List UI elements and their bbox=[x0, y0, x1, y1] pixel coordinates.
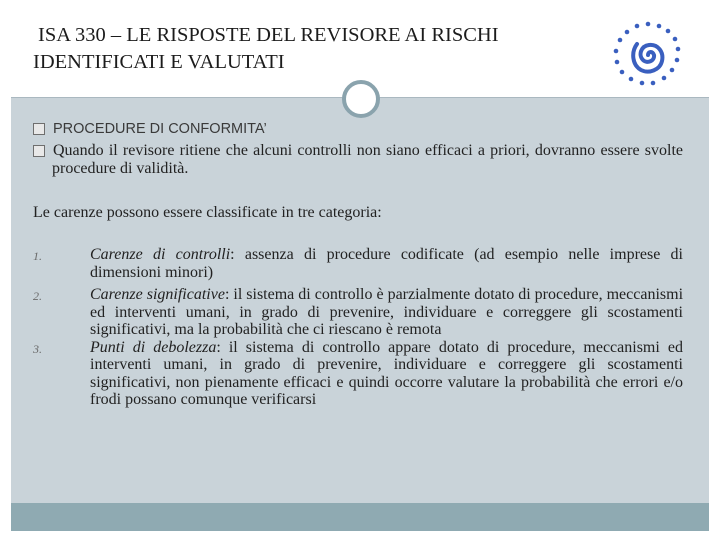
list-item bbox=[33, 339, 683, 409]
spiral-icon bbox=[608, 20, 688, 90]
bullet-procedure-title bbox=[33, 121, 683, 137]
categories-list bbox=[33, 246, 683, 409]
list-text: : assenza di procedure codificate (ad esempio nelle imprese di dimensioni minori) bbox=[90, 246, 683, 281]
intro-text: Le carenze possono essere classificate in tre categoria: bbox=[33, 204, 382, 221]
title-line-2: IDENTIFICATI E VALUTATI bbox=[33, 51, 285, 73]
list-item bbox=[33, 286, 683, 339]
list-term: Carenze significative bbox=[90, 286, 225, 303]
list-item bbox=[33, 246, 683, 281]
list-text: : il sistema di controllo è parzialmente dotato di procedure, meccanismi ed interventi umani, in grado di prevenire, individuare e correggere gli scostamenti significativi, ma la probabilità che ci riescano è remota bbox=[90, 286, 684, 338]
list-number: 2. bbox=[33, 289, 42, 303]
bullet-2-text: Quando il revisore ritiene che alcuni controlli non siano efficaci a priori, dovranno essere svolte procedure di validità. bbox=[52, 142, 683, 177]
list-term: Punti di debolezza bbox=[90, 338, 217, 356]
footer-bar bbox=[11, 503, 709, 531]
bullet-1-text: PROCEDURE DI CONFORMITA’ bbox=[53, 121, 267, 137]
list-number: 3. bbox=[33, 341, 42, 356]
decorative-circle bbox=[342, 80, 380, 118]
list-number: 1. bbox=[33, 249, 42, 263]
list-term: Carenze di controlli bbox=[90, 246, 231, 263]
bullet-procedure-description bbox=[33, 142, 683, 178]
square-bullet-icon bbox=[33, 145, 45, 157]
list-text: : il sistema di controllo appare dotato di procedure, meccanismi ed interventi umani, in grado di prevenire, individuare e correggere gli scostamenti significativi, non pienamente efficaci e quindi occorre valutare la probabilità che errori e/o frodi possano comunque verificarsi bbox=[90, 338, 683, 408]
slide-title bbox=[33, 22, 593, 76]
square-bullet-icon bbox=[33, 123, 45, 135]
title-line-1: ISA 330 – LE RISPOSTE DEL REVISORE AI RISCHI bbox=[38, 24, 499, 46]
